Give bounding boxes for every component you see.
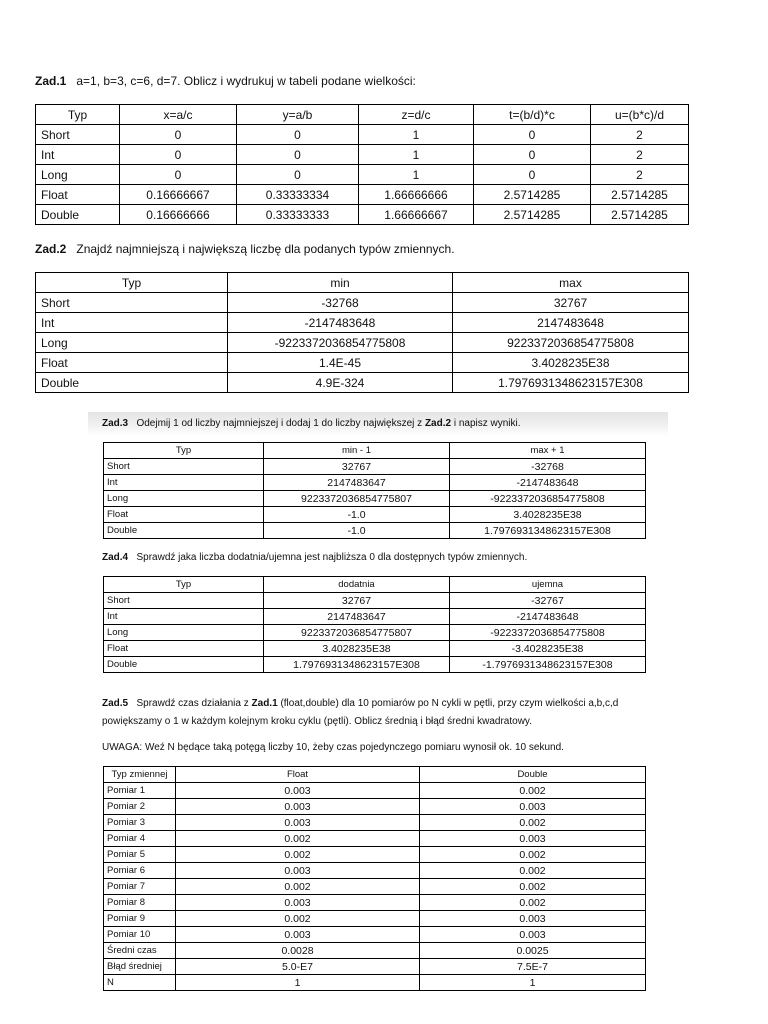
zad1-cell: 2 (591, 125, 689, 145)
zad5-table-row (104, 847, 646, 863)
zad5-uwaga: UWAGA: Weź N będące taką potęgą liczby 10, żeby czas pojedynczego pomiaru wynosił ok. 10 sekund. (102, 742, 564, 753)
zad1-cell: 2.5714285 (591, 205, 689, 225)
zad1-cell: 0 (237, 145, 359, 165)
zad5-header-row (104, 767, 646, 783)
zad4-cell: -9223372036854775808 (450, 625, 646, 641)
zad5-text-a: Sprawdź czas działania z (136, 698, 249, 709)
zad3-row-label: Double (104, 523, 264, 539)
zad1-cell: 0 (474, 145, 591, 165)
zad3-cell: -32768 (450, 459, 646, 475)
zad5-row-label: Pomiar 2 (104, 799, 176, 815)
zad3-cell: -9223372036854775808 (450, 491, 646, 507)
zad5-cell: 0.003 (420, 831, 646, 847)
zad2-heading (35, 242, 455, 256)
zad2-table-row (36, 313, 689, 333)
zad5-line2: powiększamy o 1 w każdym kolejnym kroku cyklu (pętli). Oblicz średnią i błąd średni kwadratowy. (102, 716, 532, 727)
zad1-table-row (36, 205, 689, 225)
zad5-table-row (104, 927, 646, 943)
zad5-row-label: Pomiar 8 (104, 895, 176, 911)
zad2-table-row (36, 353, 689, 373)
zad5-cell: 0.002 (420, 815, 646, 831)
zad1-cell: 1 (359, 125, 474, 145)
zad3-header-row (104, 443, 646, 459)
zad3-header-cell: max + 1 (450, 443, 646, 459)
zad1-heading (35, 74, 416, 88)
zad4-table-row (104, 641, 646, 657)
zad5-row-label: Pomiar 1 (104, 783, 176, 799)
zad4-row-label: Float (104, 641, 264, 657)
zad1-cell: 0 (237, 125, 359, 145)
zad1-table-row (36, 145, 689, 165)
zad1-cell: 0 (120, 125, 237, 145)
zad5-table-row (104, 799, 646, 815)
zad1-cell: 2.5714285 (474, 185, 591, 205)
zad4-table (103, 576, 646, 673)
zad5-header-cell: Typ zmiennej (104, 767, 176, 783)
zad2-text: Znajdź najmniejszą i największą liczbę dla podanych typów zmiennych. (76, 242, 455, 256)
zad5-cell: 0.002 (420, 895, 646, 911)
zad5-row-label: Pomiar 5 (104, 847, 176, 863)
zad1-row-label: Short (36, 125, 120, 145)
zad5-ref: Zad.1 (251, 698, 278, 709)
zad5-table-row (104, 783, 646, 799)
zad2-label: Zad.2 (35, 242, 67, 256)
zad2-cell: 3.4028235E38 (453, 353, 689, 373)
zad5-cell: 7.5E-7 (420, 959, 646, 975)
zad5-cell: 0.003 (176, 863, 420, 879)
zad5-row-label: Pomiar 3 (104, 815, 176, 831)
zad5-table-row (104, 815, 646, 831)
zad2-row-label: Float (36, 353, 228, 373)
zad3-row-label: Int (104, 475, 264, 491)
zad3-table-row (104, 507, 646, 523)
zad1-row-label: Long (36, 165, 120, 185)
zad2-row-label: Double (36, 373, 228, 393)
zad1-row-label: Double (36, 205, 120, 225)
zad3-cell: 9223372036854775807 (264, 491, 450, 507)
zad3-header-cell: min - 1 (264, 443, 450, 459)
zad2-cell: -9223372036854775808 (228, 333, 453, 353)
zad5-cell: 0.003 (420, 911, 646, 927)
zad5-cell: 0.002 (420, 783, 646, 799)
zad5-row-label: Błąd średniej (104, 959, 176, 975)
zad5-text-b: (float,double) dla 10 pomiarów po N cykli w pętli, przy czym wielkości a,b,c,d (280, 698, 619, 709)
zad5-cell: 0.002 (420, 863, 646, 879)
zad1-table (35, 104, 689, 225)
zad5-cell: 0.002 (176, 831, 420, 847)
zad2-cell: -2147483648 (228, 313, 453, 333)
zad4-row-label: Short (104, 593, 264, 609)
zad5-row-label: Pomiar 4 (104, 831, 176, 847)
zad3-header-cell: Typ (104, 443, 264, 459)
zad2-row-label: Short (36, 293, 228, 313)
zad5-cell: 0.002 (176, 847, 420, 863)
zad4-table-row (104, 657, 646, 673)
zad1-cell: 0.33333333 (237, 205, 359, 225)
zad2-row-label: Int (36, 313, 228, 333)
zad5-cell: 0.002 (420, 879, 646, 895)
zad3-label: Zad.3 (102, 418, 129, 429)
zad4-row-label: Int (104, 609, 264, 625)
zad2-header-cell: min (228, 273, 453, 293)
zad5-row-label: Pomiar 10 (104, 927, 176, 943)
zad1-cell: 0.16666666 (120, 205, 237, 225)
zad5-cell: 5.0-E7 (176, 959, 420, 975)
zad1-cell: 0 (237, 165, 359, 185)
zad5-heading (102, 698, 618, 709)
zad3-row-label: Float (104, 507, 264, 523)
zad2-cell: 4.9E-324 (228, 373, 453, 393)
zad5-cell: 0.002 (420, 847, 646, 863)
zad2-table-row (36, 333, 689, 353)
zad4-table-row (104, 625, 646, 641)
zad4-cell: -1.7976931348623157E308 (450, 657, 646, 673)
zad4-cell: -2147483648 (450, 609, 646, 625)
zad4-cell: 32767 (264, 593, 450, 609)
zad1-cell: 0 (120, 165, 237, 185)
zad2-header-row (36, 273, 689, 293)
zad4-cell: -32767 (450, 593, 646, 609)
zad1-cell: 1 (359, 145, 474, 165)
zad4-table-row (104, 593, 646, 609)
zad3-cell: 32767 (264, 459, 450, 475)
zad1-header-row (36, 105, 689, 125)
zad1-table-row (36, 165, 689, 185)
zad5-cell: 0.002 (176, 879, 420, 895)
zad3-row-label: Long (104, 491, 264, 507)
zad5-cell: 0.003 (176, 815, 420, 831)
zad5-table (103, 766, 646, 991)
zad5-header-cell: Double (420, 767, 646, 783)
zad1-header-cell: u=(b*c)/d (591, 105, 689, 125)
zad5-table-row (104, 831, 646, 847)
zad1-header-cell: t=(b/d)*c (474, 105, 591, 125)
zad4-table-row (104, 609, 646, 625)
zad5-row-label: Pomiar 7 (104, 879, 176, 895)
zad5-header-cell: Float (176, 767, 420, 783)
zad1-cell: 0.33333334 (237, 185, 359, 205)
zad5-row-label: Pomiar 9 (104, 911, 176, 927)
zad3-ref: Zad.2 (424, 418, 452, 429)
zad2-cell: 1.7976931348623157E308 (453, 373, 689, 393)
zad2-table (35, 272, 689, 393)
zad5-cell: 0.002 (176, 911, 420, 927)
zad4-header-row (104, 577, 646, 593)
zad4-header-cell: Typ (104, 577, 264, 593)
zad2-cell: 9223372036854775808 (453, 333, 689, 353)
zad5-row-label: Pomiar 6 (104, 863, 176, 879)
zad5-table-row (104, 975, 646, 991)
zad1-cell: 1.66666666 (359, 185, 474, 205)
zad5-cell: 1 (420, 975, 646, 991)
zad5-row-label: Średni czas (104, 943, 176, 959)
zad5-table-row (104, 863, 646, 879)
zad3-row-label: Short (104, 459, 264, 475)
zad5-label: Zad.5 (102, 698, 129, 709)
zad4-cell: 3.4028235E38 (264, 641, 450, 657)
zad3-cell: 2147483647 (264, 475, 450, 491)
zad1-cell: 2.5714285 (474, 205, 591, 225)
zad4-cell: 2147483647 (264, 609, 450, 625)
zad5-cell: 0.003 (420, 799, 646, 815)
zad2-cell: 32767 (453, 293, 689, 313)
zad4-cell: 9223372036854775807 (264, 625, 450, 641)
zad1-cell: 2 (591, 165, 689, 185)
zad1-row-label: Float (36, 185, 120, 205)
zad2-table-row (36, 373, 689, 393)
zad4-header-cell: ujemna (450, 577, 646, 593)
zad1-text: a=1, b=3, c=6, d=7. Oblicz i wydrukuj w tabeli podane wielkości: (76, 74, 416, 88)
zad5-cell: 0.003 (176, 927, 420, 943)
zad2-cell: 2147483648 (453, 313, 689, 333)
zad3-cell: -1.0 (264, 523, 450, 539)
zad5-table-row (104, 959, 646, 975)
zad3-table-row (104, 475, 646, 491)
zad1-cell: 2.5714285 (591, 185, 689, 205)
zad4-header-cell: dodatnia (264, 577, 450, 593)
zad1-row-label: Int (36, 145, 120, 165)
zad1-cell: 1 (359, 165, 474, 185)
zad3-cell: 3.4028235E38 (450, 507, 646, 523)
zad1-table-row (36, 185, 689, 205)
zad3-cell: -1.0 (264, 507, 450, 523)
zad1-cell: 0 (474, 165, 591, 185)
zad5-cell: 0.003 (420, 927, 646, 943)
zad3-table-row (104, 523, 646, 539)
zad5-row-label: N (104, 975, 176, 991)
zad2-cell: -32768 (228, 293, 453, 313)
zad3-table-row (104, 459, 646, 475)
zad4-text: Sprawdź jaka liczba dodatnia/ujemna jest najbliższa 0 dla dostępnych typów zmiennych. (136, 552, 528, 563)
zad1-header-cell: y=a/b (237, 105, 359, 125)
zad2-row-label: Long (36, 333, 228, 353)
zad3-text-a: Odejmij 1 od liczby najmniejszej i dodaj 1 do liczby największej z (136, 418, 423, 429)
zad3-cell: 1.7976931348623157E308 (450, 523, 646, 539)
zad2-table-row (36, 293, 689, 313)
zad5-table-row (104, 895, 646, 911)
zad5-table-row (104, 879, 646, 895)
zad5-cell: 0.0028 (176, 943, 420, 959)
zad1-cell: 0 (474, 125, 591, 145)
zad3-table (103, 442, 646, 539)
zad5-cell: 0.003 (176, 799, 420, 815)
zad1-label: Zad.1 (35, 74, 67, 88)
zad4-row-label: Long (104, 625, 264, 641)
zad5-cell: 0.0025 (420, 943, 646, 959)
zad5-table-row (104, 943, 646, 959)
zad4-cell: -3.4028235E38 (450, 641, 646, 657)
zad1-cell: 0.16666667 (120, 185, 237, 205)
zad3-cell: -2147483648 (450, 475, 646, 491)
zad2-cell: 1.4E-45 (228, 353, 453, 373)
zad5-cell: 1 (176, 975, 420, 991)
zad1-cell: 1.66666667 (359, 205, 474, 225)
zad4-cell: 1.7976931348623157E308 (264, 657, 450, 673)
zad1-header-cell: Typ (36, 105, 120, 125)
zad5-cell: 0.003 (176, 783, 420, 799)
zad1-cell: 2 (591, 145, 689, 165)
zad3-text-b: i napisz wyniki. (453, 418, 521, 429)
zad2-header-cell: Typ (36, 273, 228, 293)
zad1-cell: 0 (120, 145, 237, 165)
zad3-table-row (104, 491, 646, 507)
zad4-row-label: Double (104, 657, 264, 673)
zad1-table-row (36, 125, 689, 145)
zad1-header-cell: z=d/c (359, 105, 474, 125)
zad5-table-row (104, 911, 646, 927)
zad1-header-cell: x=a/c (120, 105, 237, 125)
zad5-cell: 0.003 (176, 895, 420, 911)
zad4-label: Zad.4 (102, 552, 129, 563)
zad3-heading (102, 418, 521, 429)
zad2-header-cell: max (453, 273, 689, 293)
zad4-heading (102, 552, 527, 563)
